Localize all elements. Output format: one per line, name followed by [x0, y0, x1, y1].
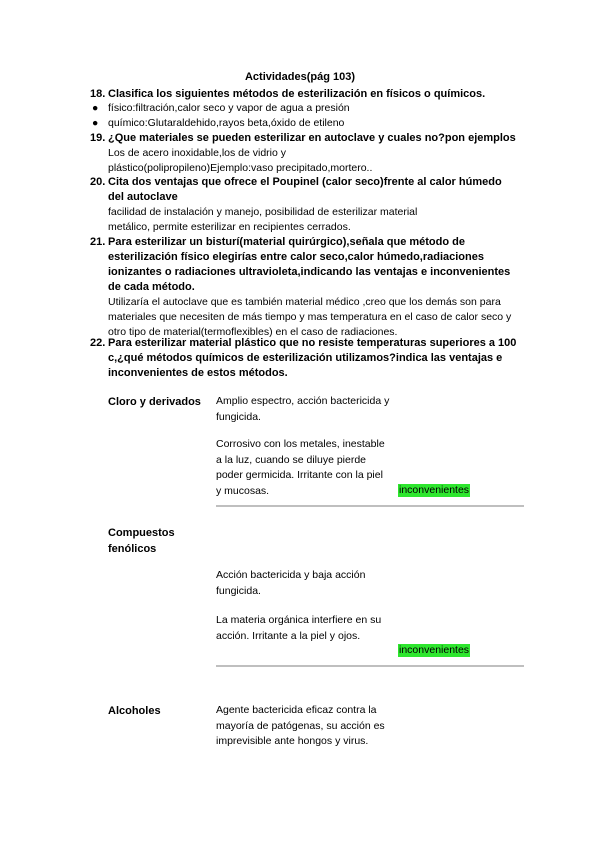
question-number: 21.	[90, 236, 106, 248]
ventajas-cloro: Amplio espectro, acción bactericida y fungicida.	[216, 395, 390, 423]
list-item	[92, 101, 350, 116]
inconvenientes-cloro: Corrosivo con los metales, inestable a la luz, cuando se diluye pierde poder germicida. Irritante con la piel y mucosas.	[216, 438, 385, 497]
question-21	[90, 235, 520, 340]
row-separator	[216, 505, 524, 507]
question-18	[90, 87, 520, 102]
bullet-icon: ●	[92, 117, 99, 129]
row-separator	[216, 665, 524, 667]
list-item-text: químico:Glutaraldehido,rayos beta,óxido de etileno	[108, 117, 345, 129]
question-text: Para esterilizar material plástico que no resiste temperaturas superiores a 100 c,¿qué métodos químicos de esterilización utilizamos?indica las ventajas e inconvenientes de estos métodos.	[108, 337, 517, 379]
question-text: Para esterilizar un bisturí(material quirúrgico),señala que método de esterilización físico elegirías entre calor seco,calor húmedo,radiaciones ionizantes o radiaciones ultravioleta,indicando las ventajas e inconvenientes de cada método.	[108, 236, 511, 293]
page-title: Actividades(pág 103)	[244, 71, 356, 83]
bullet-icon: ●	[92, 102, 99, 114]
question-text: ¿Que materiales se pueden esterilizar en autoclave y cuales no?pon ejemplos	[108, 132, 516, 144]
question-text: Clasifica los siguientes métodos de esterilización en físicos o químicos.	[108, 88, 486, 100]
inconvenientes-fenolicos: La materia orgánica interfiere en su acción. Irritante a la piel y ojos.	[216, 614, 382, 642]
answer-text: Utilizaría el autoclave que es también material médico ,creo que los demás son para materiales que necesiten de más tiempo y mas temperatura en el caso de calor seco y otro tipo de material(termoflexibles) en el caso de radiaciones.	[108, 296, 512, 338]
question-number: 18.	[90, 88, 106, 100]
method-label-cloro: Cloro y derivados	[108, 396, 201, 408]
method-label-fenolicos: Compuestos fenólicos	[108, 527, 175, 555]
answer-text: facilidad de instalación y manejo, posibilidad de esterilizar material metálico, permite esterilizar en recipientes cerrados.	[108, 206, 418, 233]
question-19	[90, 131, 520, 176]
question-number: 19.	[90, 132, 106, 144]
answer-text: Los de acero inoxidable,los de vidrio y plástico(polipropileno)Ejemplo:vaso precipitado,mortero..	[108, 147, 373, 174]
ventajas-alcoholes: Agente bactericida eficaz contra la mayoría de patógenas, su acción es imprevisible ante hongos y virus.	[216, 704, 385, 747]
list-item	[92, 116, 344, 131]
question-text: Cita dos ventajas que ofrece el Poupinel (calor seco)frente al calor húmedo del autoclave	[108, 176, 502, 203]
question-number: 22.	[90, 337, 106, 349]
question-22	[90, 336, 520, 381]
question-number: 20.	[90, 176, 106, 188]
ventajas-fenolicos: Acción bactericida y baja acción fungicida.	[216, 569, 366, 597]
highlight-tag: inconvenientes	[399, 644, 470, 656]
list-item-text: físico:filtración,calor seco y vapor de agua a presión	[108, 102, 350, 114]
highlight-tag: inconvenientes	[399, 484, 470, 496]
question-20	[90, 175, 520, 235]
method-label-alcoholes: Alcoholes	[108, 705, 161, 717]
